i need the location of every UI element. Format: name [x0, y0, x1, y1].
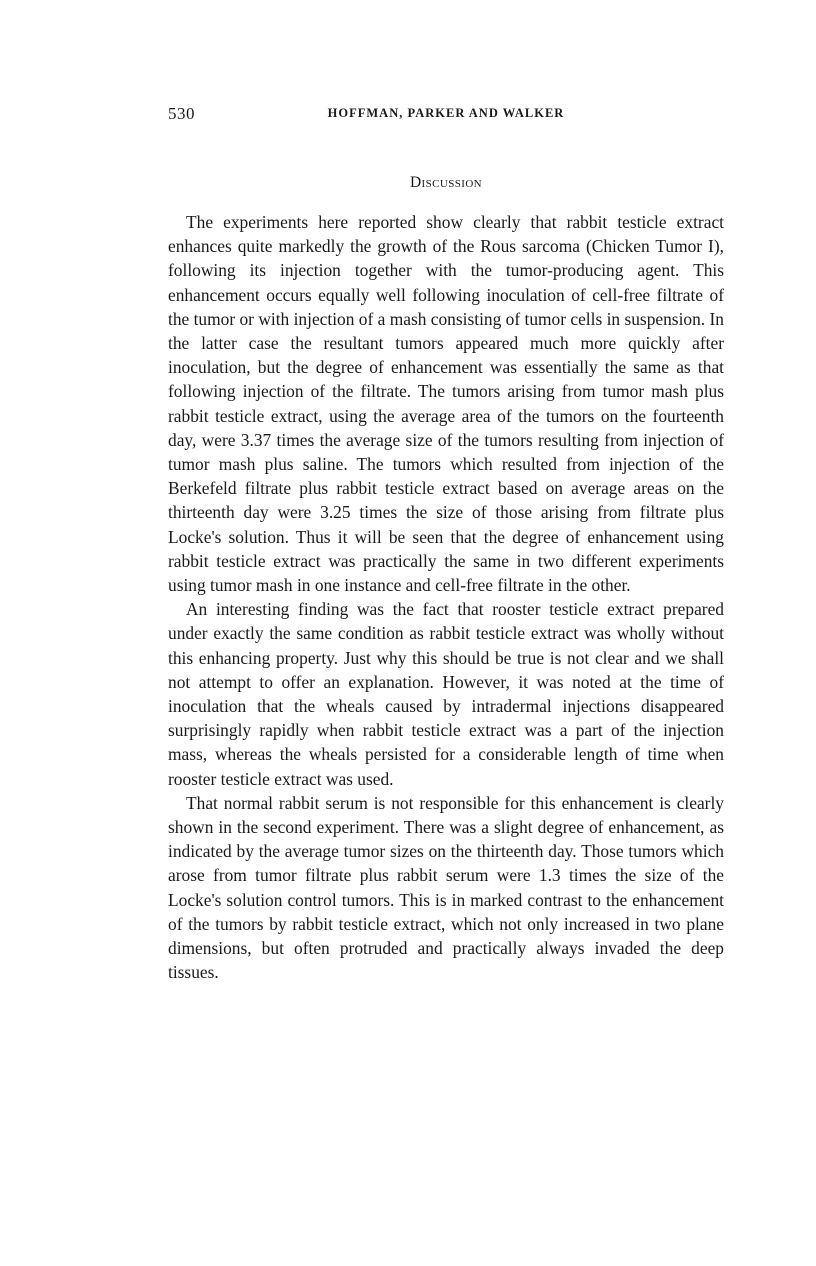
paragraph: That normal rabbit serum is not responsible for this enhancement is clearly shown in the second experiment. There was a slight degree of enhancement, as indicated by the average tumor sizes on the thirteenth day. Those tumors which arose from tumor filtrate plus rabbit serum were 1.3 times the size of the Locke's solution control tumors. This is in marked contrast to the enhancement of the tumors by rabbit testicle extract, which not only increased in two plane dimensions, but often protruded and practically always invaded the deep tissues.: [168, 792, 724, 983]
paragraph: The experiments here reported show clearly that rabbit testicle extract enhances quite markedly the growth of the Rous sarcoma (Chicken Tumor I), following its injection together with the tumor-producing agent. This enhancement occurs equally well following inoculation of cell-free filtrate of the tumor or with injection of a mash consisting of tumor cells in suspension. In the latter case the resultant tumors appeared much more quickly after inoculation, but the degree of enhancement was essentially the same as that following injection of the filtrate. The tumors arising from tumor mash plus rabbit testicle extract, using the average area of the tumors on the fourteenth day, were 3.37 times the average size of the tumors resulting from injection of tumor mash plus saline. The tumors which resulted from injection of the Berkefeld filtrate plus rabbit testicle extract based on average areas on the thirteenth day were 3.25 times the size of those arising from filtrate plus Locke's solution. Thus it will be seen that the degree of enhancement using rabbit testicle extract was practically the same in two different experiments using tumor mash in one instance and cell-free filtrate in the other.: [168, 212, 724, 596]
running-head: HOFFMAN, PARKER AND WALKER: [327, 106, 565, 120]
article-body: [168, 210, 724, 985]
paragraph: An interesting finding was the fact that rooster testicle extract prepared under exactly the same condition as rabbit testicle extract was wholly without this enhancing property. Just why this should be true is not clear and we shall not attempt to offer an explanation. However, it was noted at the time of inoculation that the wheals caused by intradermal injections disappeared surprisingly rapidly when rabbit testicle extract was a part of the injection mass, whereas the wheals persisted for a considerable length of time when rooster testicle extract was used.: [168, 599, 724, 789]
section-title: Discussion: [409, 174, 483, 191]
page-number: 530: [168, 104, 195, 123]
page-header: [168, 104, 724, 128]
